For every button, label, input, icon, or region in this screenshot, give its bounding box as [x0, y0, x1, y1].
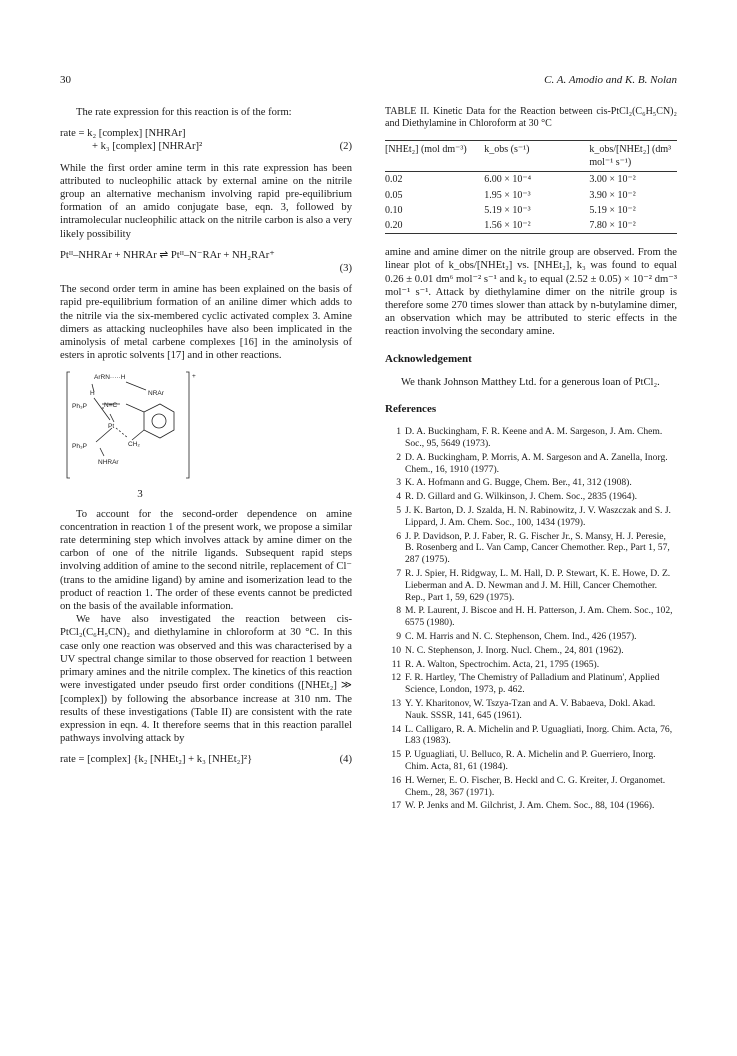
label-nrar: NRAr: [148, 390, 164, 398]
equation-3: [60, 249, 352, 275]
reference-item: [385, 452, 677, 476]
label-ph3p-bottom: Ph₃P: [72, 443, 87, 451]
bond-pt-ch2: [116, 428, 128, 438]
table-caption: TABLE II. Kinetic Data for the Reaction between cis-PtCl₂(C₆H₅CN)₂ and Diethylamine in Chloroform at 30 °C: [385, 106, 677, 129]
label-h: H: [90, 390, 95, 398]
running-header-authors: C. A. Amodio and K. B. Nolan: [544, 74, 677, 86]
table-row: [385, 203, 677, 218]
reference-number: 13: [391, 697, 401, 709]
reference-item: [385, 800, 677, 812]
left-bracket: [67, 372, 70, 478]
equation-2-line2: + k₃ [complex] [NHRAr]²: [92, 141, 203, 153]
reference-number: 9: [396, 631, 401, 642]
reference-item: [385, 698, 677, 722]
table-cell: 0.02: [385, 174, 403, 186]
reference-text: D. A. Buckingham, P. Morris, A. M. Sargeson and A. Zanella, Inorg. Chem., 16, 1910 (1977).: [405, 451, 668, 475]
reference-number: 17: [391, 800, 401, 812]
reference-item: [385, 605, 677, 629]
reference-number: 7: [396, 568, 401, 580]
reference-item: [385, 426, 677, 450]
reference-item: [385, 531, 677, 566]
table-row: [385, 188, 677, 203]
reference-text: F. R. Hartley, 'The Chemistry of Palladium and Platinum', Applied Science, London, 1973, p. 462.: [405, 672, 660, 696]
bond-pt-ph3p: [96, 428, 112, 442]
reference-text: R. A. Walton, Spectrochim. Acta, 21, 1795 (1965).: [405, 658, 600, 670]
table-row: [385, 172, 677, 188]
table-header-kobs: k_obs (s⁻¹): [484, 144, 530, 155]
label-nhrar: NHRAr: [98, 459, 119, 467]
bond-h-nrar: [126, 382, 146, 390]
left-column: [60, 106, 352, 775]
bond-c-ring: [126, 404, 144, 412]
reference-number: 4: [396, 491, 401, 503]
reference-text: J. P. Davidson, P. J. Faber, R. G. Fischer Jr., S. Mansy, H. J. Peresie, B. Rosenberg and L. Van Camp, Cancer Chemother. Rep., Part 1, 57, 287 (1975).: [405, 530, 670, 566]
table-cell: 5.19 × 10⁻³: [484, 204, 531, 216]
reference-item: [385, 631, 677, 643]
table-cell: 1.56 × 10⁻²: [484, 220, 531, 232]
acknowledgement-heading: Acknowledgement: [385, 352, 472, 365]
reference-number: 8: [396, 605, 401, 617]
reference-number: 15: [391, 749, 401, 761]
structure-3-diagram: [60, 368, 352, 484]
reference-item: [385, 749, 677, 773]
table-header-kobs-ratio: k_obs/[NHEt₂] (dm³ mol⁻¹ s⁻¹): [589, 144, 672, 169]
table-header-nhet2: [NHEt₂] (mol dm⁻³): [385, 144, 467, 155]
reference-text: D. A. Buckingham, F. R. Keene and A. M. Sargeson, J. Am. Chem. Soc., 95, 5649 (1973).: [405, 426, 663, 450]
reference-number: 2: [396, 451, 401, 463]
paragraph-mechanism: While the first order amine term in this rate expression has been attributed to nucleophilic attack by external amine on the nitrile group an alternative mechanism involving rapid pre-equilibrium formation of an amido conjugate base, eqn. 3, followed by intramolecular nucleophilic attack on the nitrile carbon is also a very likely possibility: [60, 162, 352, 240]
phenyl-ring: [144, 404, 174, 438]
compound-number-3: 3: [137, 488, 143, 501]
reference-text: R. J. Spier, H. Ridgway, L. M. Hall, D. P. Stewart, K. E. Howe, D. Z. Lieberman and A. D. Newman and J. M. Hill, Cancer Chemother. Rep., Part 1, 59, 629 (1975).: [405, 568, 671, 603]
kinetic-data-table: [385, 140, 677, 234]
paragraph-second-order: The second order term in amine has been explained on the basis of rapid pre-equilibrium formation of an aniline dimer which adds to the nitrile via the six-membered cyclic activated complex 3. Amine dimers as attacking nucleophiles have also been implicated in the aminolysis of metal carbene complexes [16] in the aminolysis of esters in aprotic solvents [17] and in other reactions.: [60, 284, 352, 362]
reference-text: J. K. Barton, D. J. Szalda, H. N. Rabinowitz, J. V. Waszczak and S. J. Lippard, J. Am. Chem. Soc., 100, 1434 (1979).: [405, 505, 671, 528]
reference-text: N. C. Stephenson, J. Inorg. Nucl. Chem., 24, 801 (1962).: [405, 644, 624, 656]
reference-text: M. P. Laurent, J. Biscoe and H. H. Patterson, J. Am. Chem. Soc., 102, 6575 (1980).: [405, 605, 673, 629]
reference-number: 14: [391, 723, 401, 735]
equation-2-line1: rate = k₂ [complex] [NHRAr]: [60, 128, 186, 140]
bond-ch2-ring: [132, 430, 144, 440]
table-header-row: [385, 141, 677, 172]
label-charge-plus: +: [192, 373, 196, 381]
reference-number: 12: [391, 672, 401, 684]
reference-text: W. P. Jenks and M. Gilchrist, J. Am. Chem. Soc., 88, 104 (1966).: [405, 800, 655, 812]
reference-number: 6: [396, 530, 401, 542]
table-cell: 6.00 × 10⁻⁴: [484, 174, 532, 186]
equation-4: [60, 753, 352, 766]
table-cell: 3.90 × 10⁻²: [589, 189, 636, 201]
reference-text: H. Werner, E. O. Fischer, B. Heckl and C. G. Kreiter, J. Organomet. Chem., 28, 367 (1971).: [405, 774, 666, 798]
reference-item: [385, 659, 677, 671]
activated-complex-structure: [64, 368, 224, 484]
bond-n-pt: [110, 414, 114, 422]
reference-number: 1: [396, 426, 401, 438]
table-cell: 3.00 × 10⁻²: [589, 174, 636, 186]
right-column: [385, 106, 677, 814]
page-number: 30: [60, 74, 71, 86]
paragraph-second-order-dependence: To account for the second-order dependence on amine concentration in reaction 1 of the present work, we propose a similar rate determining step which involves attack by amine dimer on the carbon of one of the nitrile ligands. Subsequent rapid steps involving addition of amine to the second nitrile, replacement of Cl⁻ (trans to the amidine ligand) by amine and isomerization lead to the product of reaction 1. The order of these events cannot be predicted on the basis of the available information.: [60, 508, 352, 613]
reference-number: 16: [391, 774, 401, 786]
label-ch2: CH₂: [128, 441, 140, 449]
table-cell: 0.10: [385, 204, 403, 216]
reference-number: 3: [396, 477, 401, 489]
reference-number: 5: [396, 505, 401, 517]
equation-3-text: Ptᴵᴵ–NHRAr + NHRAr ⇌ Ptᴵᴵ–N⁻RAr + NH₂RAr⁺: [60, 249, 275, 261]
label-nc: N≡C: [104, 402, 118, 410]
reference-text: R. D. Gillard and G. Wilkinson, J. Chem. Soc., 2835 (1964).: [405, 491, 638, 503]
reference-number: 11: [391, 658, 401, 670]
reference-item: [385, 775, 677, 799]
references-list: [385, 426, 677, 812]
table-cell: 7.80 × 10⁻²: [589, 220, 636, 232]
equation-2: [60, 127, 352, 153]
table-row: [385, 218, 677, 234]
reference-text: Y. Y. Kharitonov, W. Tszya-Tzan and A. V. Babaeva, Dokl. Akad. Nauk. SSSR, 141, 645 (1961).: [405, 697, 656, 721]
equation-4-number: (4): [339, 754, 352, 766]
reference-item: [385, 477, 677, 489]
reference-item: [385, 491, 677, 503]
reference-item: [385, 568, 677, 603]
phenyl-aromatic-circle: [152, 414, 166, 428]
equation-3-number: (3): [339, 263, 352, 275]
reference-text: K. A. Hofmann and G. Bugge, Chem. Ber., 41, 312 (1908).: [405, 477, 632, 489]
paragraph-diethylamine: We have also investigated the reaction between cis-PtCl₂(C₆H₅CN)₂ and diethylamine in chloroform at 30 °C. In this case only one reaction was observed and this was characterised by a UV spectral change similar to those observed for reaction 1 between primary amines and the nitrile complex. The kinetics of this reaction were investigated under pseudo first order conditions ([NHEt₂] ≫ [complex]) by following the absorbance increase at 310 nm. The results of these investigations (Table II) are consistent with the rate expression in eqn. 4. It therefore seems that in this reaction parallel pathways involving attack by: [60, 614, 352, 745]
paragraph-rate-intro: The rate expression for this reaction is of the form:: [76, 107, 292, 118]
acknowledgement-text: We thank Johnson Matthey Ltd. for a generous loan of PtCl₂.: [401, 376, 660, 388]
reference-item: [385, 724, 677, 748]
label-pt: Pt: [108, 423, 115, 431]
reference-number: 10: [391, 644, 401, 656]
reference-text: C. M. Harris and N. C. Stephenson, Chem. Ind., 426 (1957).: [405, 631, 637, 642]
table-cell: 5.19 × 10⁻²: [589, 204, 636, 216]
table-cell: 0.20: [385, 220, 403, 232]
paragraph-discussion: amine and amine dimer on the nitrile group are observed. From the linear plot of k_obs/[NHEt₂] vs. [NHEt₂], k₃ was found to equal 0.26 ± 0.01 dm⁶ mol⁻² s⁻¹ and k₂ to equal (2.52 ± 0.05) × 10⁻² dm⁻³ mol⁻¹ s⁻¹. Attack by diethylamine dimer on the nitrile group is therefore some 270 times slower than attack by n-butylamine dimer, an observation which may be attributed to steric effects in the reaction involving the secondary amine.: [385, 247, 677, 338]
label-arrn-h: ArRN·····H: [94, 374, 126, 382]
bond-nhrar: [100, 448, 104, 456]
reference-text: L. Calligaro, R. A. Michelin and P. Uguagliati, Inorg. Chim. Acta, 76, L83 (1983).: [405, 723, 673, 747]
equation-2-number: (2): [339, 141, 352, 153]
table-cell: 1.95 × 10⁻³: [484, 189, 531, 201]
references-heading: References: [385, 403, 437, 416]
right-bracket: [186, 372, 189, 478]
reference-item: [385, 505, 677, 529]
reference-item: [385, 645, 677, 657]
table-cell: 0.05: [385, 189, 403, 201]
reference-item: [385, 672, 677, 696]
label-ph3p-top: Ph₃P: [72, 403, 87, 411]
equation-4-text: rate = [complex] {k₂ [NHEt₂] + k₃ [NHEt₂]²}: [60, 754, 253, 766]
reference-text: P. Uguagliati, U. Belluco, R. A. Michelin and P. Guerriero, Inorg. Chim. Acta, 81, 61 (1984).: [405, 749, 656, 772]
